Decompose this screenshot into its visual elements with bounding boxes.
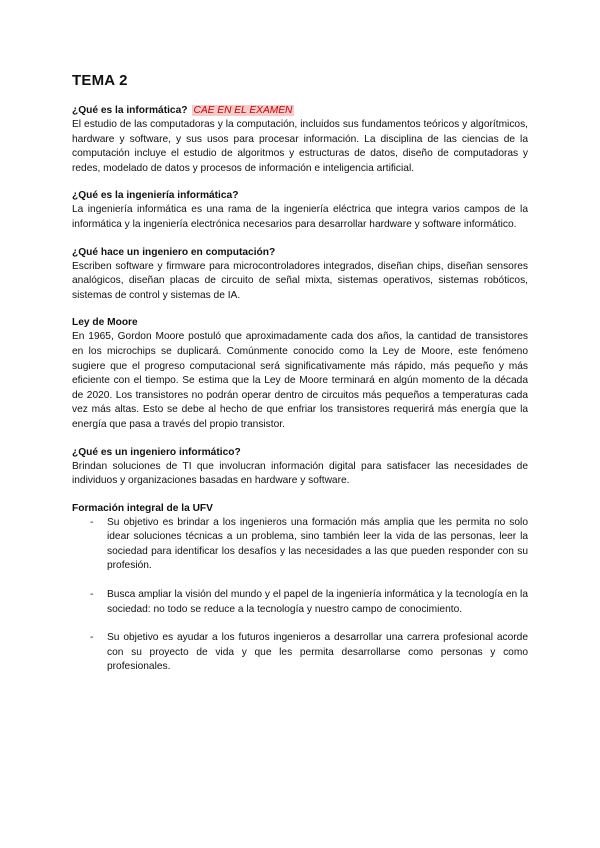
section-body: El estudio de las computadoras y la computación, incluidos sus fundamentos teóricos y algorítmicos, hardware y software, y sus usos para procesar información. La disciplina de las ciencias de la computación incluye el estudio de algoritmos y estructuras de datos, diseño de computadoras y redes, modelado de datos y procesos de información e inteligencia artificial. (72, 119, 528, 174)
section-body: Escriben software y firmware para microcontroladores integrados, diseñan chips, diseñan sensores analógicos, diseñan placas de circuito de señal mixta, sistemas operativos, sistemas robóticos, sistemas de control y sistemas de IA. (72, 260, 528, 301)
section-engineer-tasks (72, 246, 528, 304)
section-computer-engineering (72, 189, 528, 232)
formation-list (72, 516, 528, 675)
exam-highlight: CAE EN EL EXAMEN (193, 105, 293, 116)
list-item (72, 516, 528, 574)
page-title: TEMA 2 (72, 72, 128, 89)
list-item (72, 588, 528, 617)
bullet-dash: - (90, 632, 94, 644)
section-body: Brindan soluciones de TI que involucran información digital para satisfacer las necesidades de individuos y organizaciones basadas en hardware y software. (72, 460, 528, 487)
section-heading: ¿Qué es un ingeniero informático? (72, 446, 241, 458)
section-what-is-informatics (72, 104, 528, 176)
list-item-text: Su objetivo es ayudar a los futuros ingenieros a desarrollar una carrera profesional acorde con su proyecto de vida y que les permita desarrollarse como personas y como profesionales. (107, 632, 528, 673)
section-heading: ¿Qué es la ingeniería informática? (72, 190, 239, 202)
bullet-dash: - (90, 589, 94, 601)
section-it-engineer (72, 446, 528, 489)
list-item-text: Su objetivo es brindar a los ingenieros una formación más amplia que les permita no solo idear soluciones técnicas a un problema, sino también leer la vida de las personas, leer la sociedad para identificar los desafíos y las necesidades a las que pueden responder con su profesión. (107, 516, 528, 572)
section-heading: Ley de Moore (72, 317, 138, 329)
list-item (72, 631, 528, 675)
section-heading (72, 104, 528, 118)
section-heading: ¿Qué hace un ingeniero en computación? (72, 246, 276, 258)
section-ufv-formation (72, 502, 528, 675)
section-body: En 1965, Gordon Moore postuló que aproximadamente cada dos años, la cantidad de transistores en los microchips se duplicará. Comúnmente conocido como la Ley de Moore, este fenómeno sugiere que el progreso computacional será significativamente más rápido, más pequeño y más eficiente con el tiempo. Se estima que la Ley de Moore terminará en algún momento de la década de 2020. Los transistores no podrán operar dentro de circuitos más pequeños a temperaturas cada vez más altas. Esto se debe al hecho de que enfriar los transistores requerirá más energía que la energía que pasa a través del propio transistor. (72, 331, 528, 430)
list-item-text: Busca ampliar la visión del mundo y el papel de la ingeniería informática y la tecnología en la sociedad: no todo se reduce a la tecnología y nuestro campo de conocimiento. (107, 589, 528, 615)
section-moores-law (72, 316, 528, 432)
section-body: La ingeniería informática es una rama de la ingeniería eléctrica que integra varios campos de la informática y la ingeniería electrónica necesarios para desarrollar hardware y software informático. (72, 204, 528, 230)
section-heading-text: ¿Qué es la informática? (72, 105, 188, 116)
bullet-dash: - (90, 516, 94, 528)
section-heading: Formación integral de la UFV (72, 502, 213, 514)
